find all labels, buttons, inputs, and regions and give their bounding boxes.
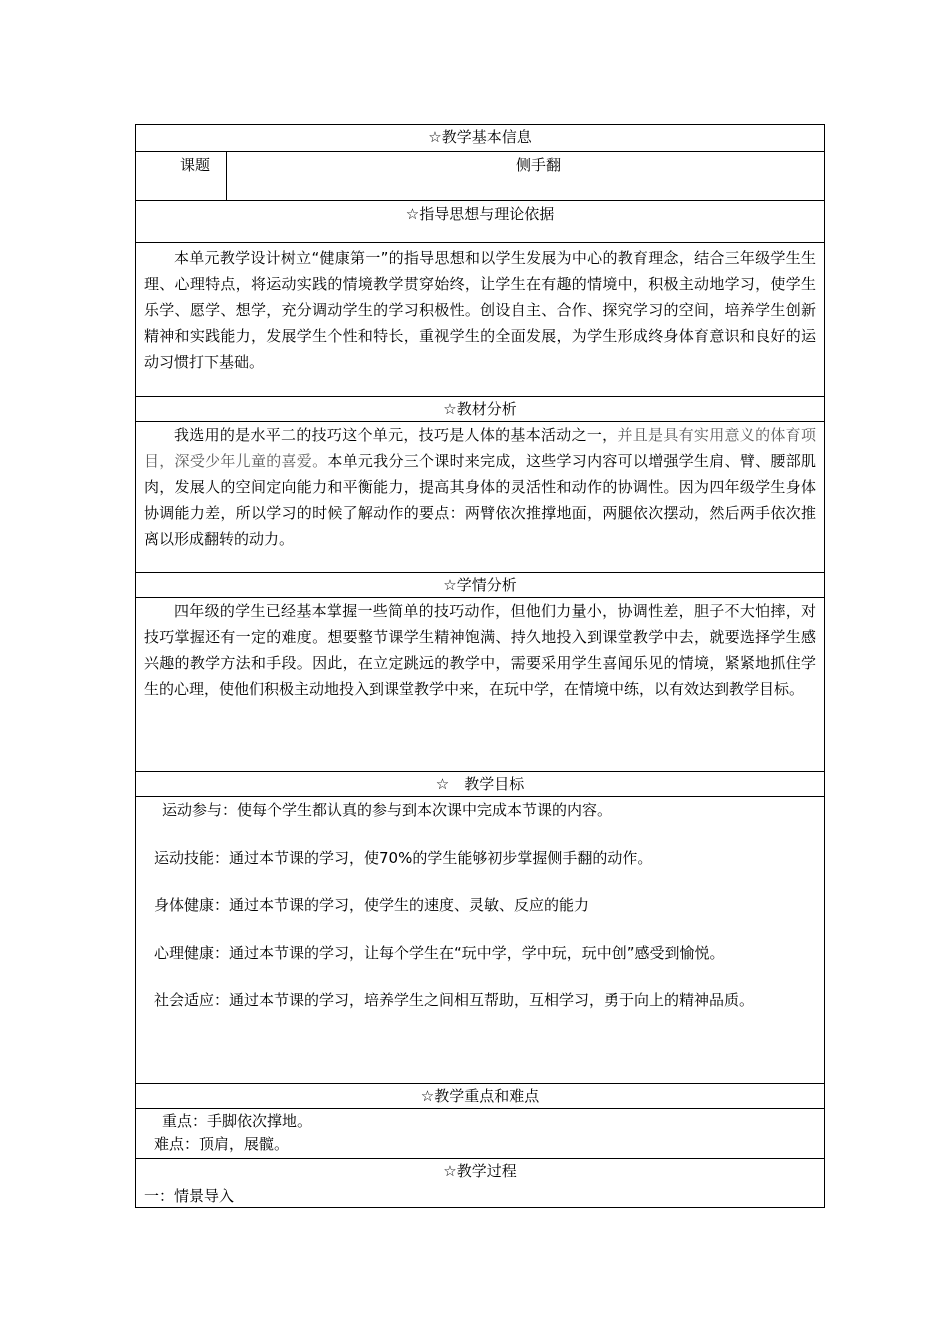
learners-header: [136, 573, 824, 598]
topic-value: 侧手翻: [516, 156, 562, 174]
materials-header: [136, 397, 824, 422]
goal-social-adaptation: 社会适应：通过本节课的学习，培养学生之间相互帮助，互相学习，勇于向上的精神品质。: [154, 991, 755, 1009]
goal-participation: 运动参与：使每个学生都认真的参与到本次课中完成本节课的内容。: [162, 801, 613, 819]
guiding-header: [136, 201, 824, 243]
goal-physical-health: 身体健康：通过本节课的学习，使学生的速度、灵敏、反应的能力: [154, 896, 590, 914]
guiding-section: [136, 243, 824, 397]
difficulty-point: 难点：顶肩，展髋。: [154, 1135, 290, 1153]
materials-text: [144, 422, 816, 552]
guiding-header-text: ☆指导思想与理论依据: [405, 205, 555, 223]
process-step-1: 一：情景导入: [144, 1187, 235, 1205]
materials-text-a: 我选用的是水平二的技巧这个单元，技巧是人体的基本活动之一，: [174, 426, 618, 444]
key-points-section: [136, 1109, 824, 1159]
key-point: 重点：手脚依次撑地。: [162, 1112, 313, 1130]
materials-text-c: 本单元我分三个课时来完成，这些学习内容可以增强学生肩、臂、腰部肌肉，发展人的空间定向能力和平衡能力，提高其身体的灵活性和动作的协调性。因为四年级学生身体协调能力差，所以学习的时候了解动作的要点：两臂依次推撑地面，两腿依次摆动，然后两手依次推离以形成翻转的动力。: [144, 452, 816, 548]
process-section: [136, 1159, 824, 1209]
topic-label: 课题: [180, 156, 211, 174]
lesson-plan-table: [135, 124, 825, 1208]
basic-info-header-text: ☆教学基本信息: [428, 128, 532, 146]
goals-header: [136, 772, 824, 797]
topic-divider: [226, 152, 227, 200]
goals-header-text: ☆ 教学目标: [435, 775, 525, 793]
goal-skill: 运动技能：通过本节课的学习，使70%的学生能够初步掌握侧手翻的动作。: [154, 849, 653, 867]
process-header: ☆教学过程: [443, 1162, 517, 1180]
key-points-header: [136, 1084, 824, 1109]
materials-text-b: 并且是具有实用意义的体育项目，深受少年儿童的喜爱。: [144, 426, 816, 470]
learners-header-text: ☆学情分析: [443, 576, 517, 594]
key-points-header-text: ☆教学重点和难点: [420, 1087, 540, 1105]
guiding-text: 本单元教学设计树立“健康第一”的指导思想和以学生发展为中心的教育理念，结合三年级学生生理、心理特点，将运动实践的情境教学贯穿始终，让学生在有趣的情境中，积极主动地学习，使学生乐学、愿学、想学，充分调动学生的学习积极性。创设自主、合作、探究学习的空间，培养学生创新精神和实践能力，发展学生个性和特长，重视学生的全面发展，为学生形成终身体育意识和良好的运动习惯打下基础。: [144, 249, 816, 371]
materials-section: [136, 422, 824, 573]
goal-mental-health: 心理健康：通过本节课的学习，让每个学生在“玩中学，学中玩，玩中创”感受到愉悦。: [154, 944, 725, 962]
goals-section: [136, 797, 824, 1084]
materials-header-text: ☆教材分析: [443, 400, 517, 418]
learners-section: [136, 598, 824, 772]
basic-info-header: [136, 125, 824, 152]
learners-text: 四年级的学生已经基本掌握一些简单的技巧动作，但他们力量小，协调性差，胆子不大怕摔，对技巧掌握还有一定的难度。想要整节课学生精神饱满、持久地投入到课堂教学中去，就要选择学生感兴趣的教学方法和手段。因此，在立定跳远的教学中，需要采用学生喜闻乐见的情境，紧紧地抓住学生的心理，使他们积极主动地投入到课堂教学中来，在玩中学，在情境中练，以有效达到教学目标。: [144, 602, 816, 698]
topic-row: [136, 152, 824, 201]
